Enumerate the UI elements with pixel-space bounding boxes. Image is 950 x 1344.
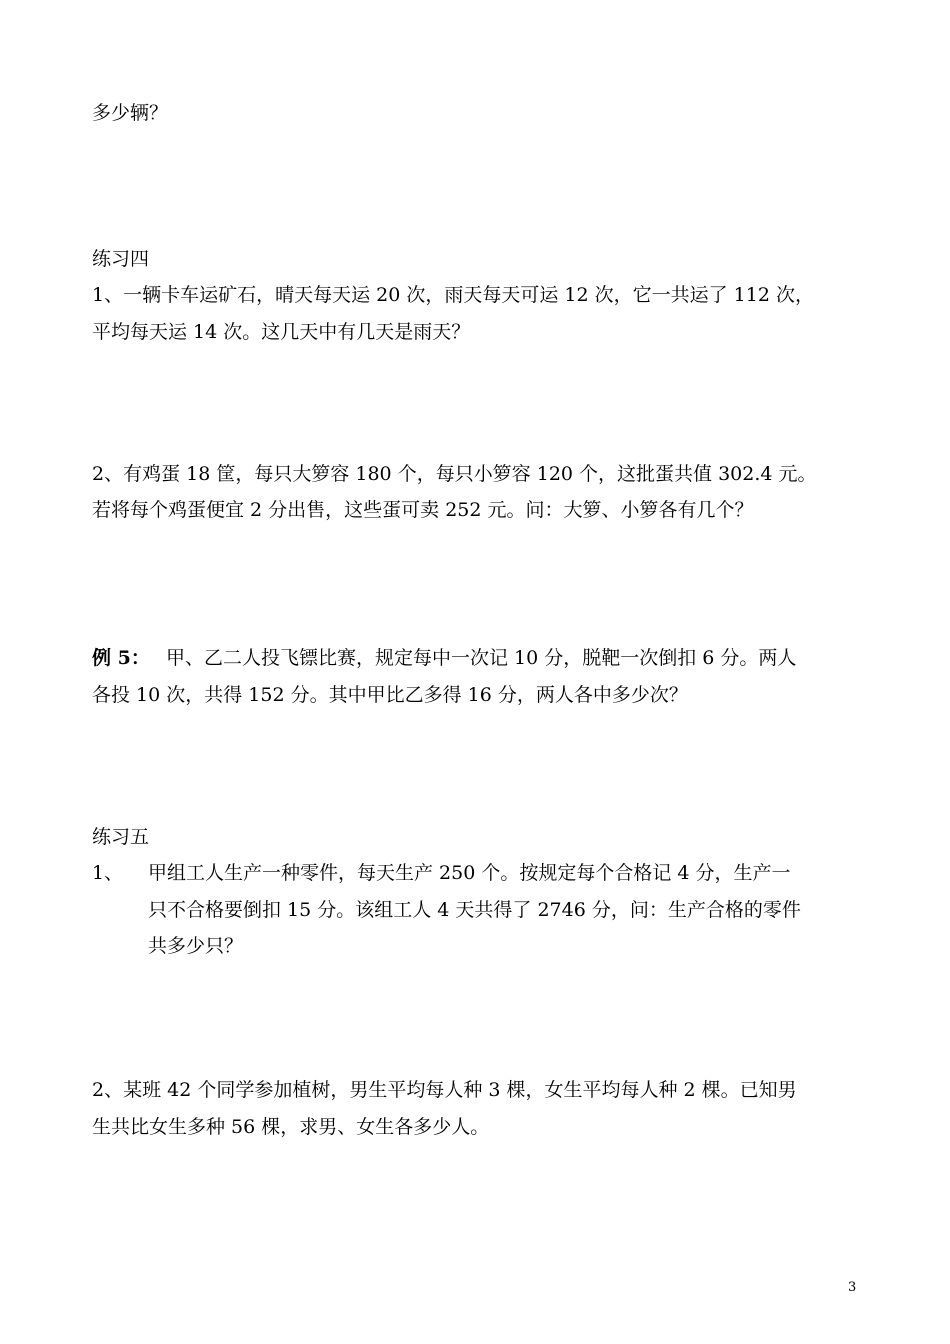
example5-line2: 各投 10 次，共得 152 分。其中甲比乙多得 16 分，两人各中多少次？ bbox=[92, 684, 688, 706]
exercise5-q2-line1: 2、某班 42 个同学参加植树，男生平均每人种 3 棵，女生平均每人种 2 棵。已知男 bbox=[92, 1079, 797, 1101]
exercise5-q1-line1: 甲组工人生产一种零件，每天生产 250 个。按规定每个合格记 4 分，生产一 bbox=[148, 862, 791, 884]
example5-label: 例 5： bbox=[92, 647, 150, 669]
exercise5-q2-line2: 生共比女生多种 56 棵，求男、女生各多少人。 bbox=[92, 1116, 490, 1138]
exercise4-q2-line1: 2、有鸡蛋 18 筐，每只大箩容 180 个，每只小箩容 120 个，这批蛋共值 302.4 元。 bbox=[92, 463, 817, 485]
exercise5-q1-line3: 共多少只？ bbox=[148, 935, 244, 957]
exercise5-q1-number: 1、 bbox=[92, 862, 124, 884]
exercise4-heading: 练习四 bbox=[92, 248, 150, 270]
exercise5-q1-line2: 只不合格要倒扣 15 分。该组工人 4 天共得了 2746 分，问：生产合格的零件 bbox=[148, 899, 801, 921]
exercise4-q1-line2: 平均每天运 14 次。这几天中有几天是雨天？ bbox=[92, 321, 471, 343]
page-number: 3 bbox=[848, 1280, 857, 1295]
carryover-text: 多少辆？ bbox=[92, 102, 169, 124]
exercise4-q2-line2: 若将每个鸡蛋便宜 2 分出售，这些蛋可卖 252 元。问：大箩、小箩各有几个？ bbox=[92, 499, 754, 521]
exercise5-heading: 练习五 bbox=[92, 826, 150, 848]
exercise4-q1-line1: 1、一辆卡车运矿石，晴天每天运 20 次，雨天每天可运 12 次，它一共运了 112 次， bbox=[92, 284, 814, 306]
example5-line1: 甲、乙二人投飞镖比赛，规定每中一次记 10 分，脱靶一次倒扣 6 分。两人 bbox=[166, 647, 797, 669]
